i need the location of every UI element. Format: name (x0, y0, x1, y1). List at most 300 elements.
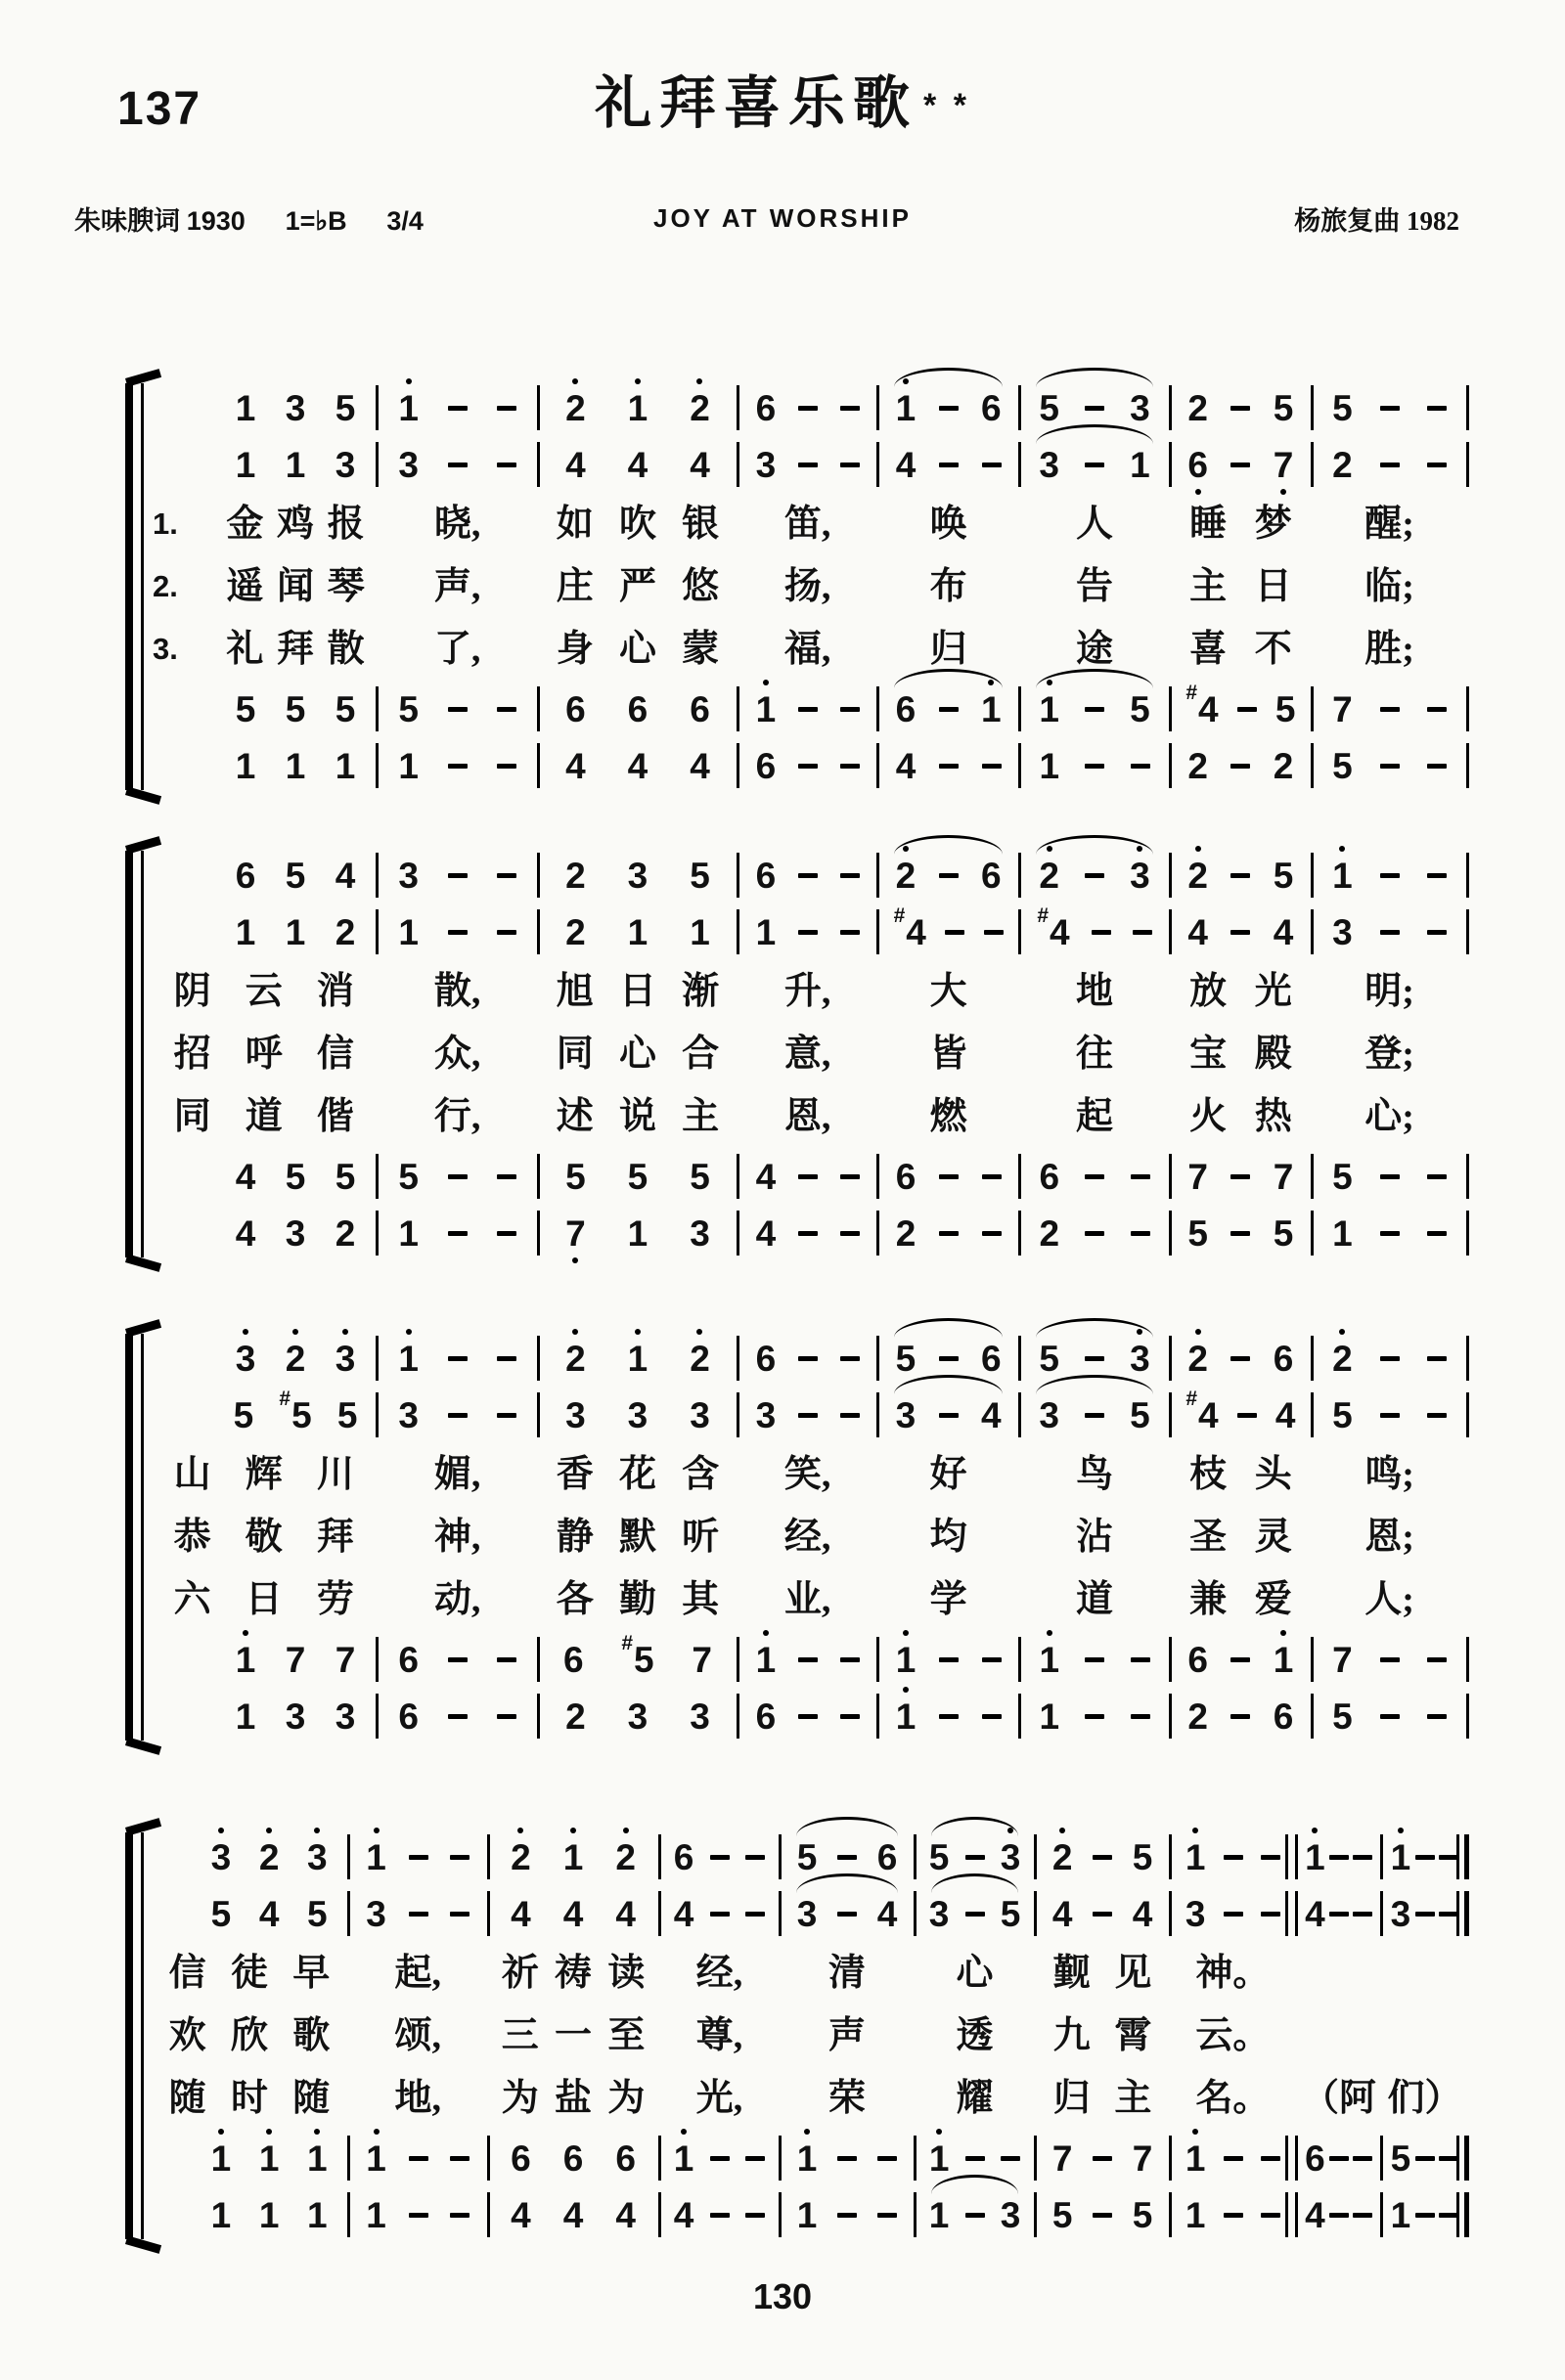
lead-space (151, 1205, 214, 1261)
lyric-syllable: 告 (1076, 566, 1114, 607)
note: 7 (565, 1212, 586, 1254)
dash-note (798, 1356, 818, 1361)
lyric-syllable: 信 (316, 1034, 354, 1075)
measure (1296, 2130, 1381, 2186)
dash-note (1230, 406, 1250, 411)
lyric-syllable: 默 (618, 1517, 656, 1558)
note: 6 (755, 855, 777, 896)
note: 6 (755, 1696, 777, 1737)
dash-note (448, 1231, 468, 1236)
measure (377, 737, 537, 794)
dash-note (1224, 2156, 1243, 2161)
measure (377, 1205, 537, 1261)
dash-note (798, 764, 818, 769)
measure (348, 2067, 488, 2130)
measure (488, 1942, 659, 2005)
measure (1312, 1205, 1467, 1261)
dash-note (1261, 2213, 1280, 2218)
system-bracket (125, 383, 133, 790)
dash-note (1427, 463, 1447, 467)
measure (1170, 2186, 1296, 2243)
dash-note (939, 1657, 959, 1662)
note: 3 (285, 1696, 306, 1737)
lyric-syllable: 一 (555, 2015, 593, 2056)
dash-note (497, 1356, 516, 1361)
measure (1381, 2067, 1467, 2130)
note: 1 (1185, 2138, 1206, 2179)
measure (1312, 1023, 1467, 1085)
score (125, 379, 1467, 2243)
measure (214, 1387, 378, 1443)
note: 3 (690, 1696, 710, 1737)
note: 4 (565, 444, 586, 485)
lyric-syllable: 花 (618, 1454, 656, 1495)
lyric-syllable: 鸡 (277, 504, 315, 545)
lyric-syllable: 为 (501, 2078, 539, 2119)
note: 4 (627, 745, 648, 786)
dash-note (1092, 930, 1111, 935)
note: 2 (690, 387, 710, 428)
note: 1 (307, 2194, 328, 2235)
lyric-syllable: 同 (173, 1096, 211, 1137)
measure (1312, 1443, 1467, 1506)
dash-note (497, 1413, 516, 1418)
note: 2 (895, 1212, 917, 1254)
note: 2 (895, 855, 917, 896)
measure (348, 2130, 488, 2186)
measure (877, 1443, 1019, 1506)
measure (738, 1688, 877, 1744)
dash-note (1224, 1855, 1243, 1860)
sharp-sign: # (1185, 681, 1197, 704)
verse-2 (151, 1023, 1467, 1085)
dash-note (1230, 1657, 1250, 1662)
measure (1312, 847, 1467, 904)
system-bracket (125, 1334, 133, 1741)
note: 7 (692, 1639, 712, 1680)
measure (1035, 1885, 1169, 1942)
note: 4 (1305, 2194, 1325, 2235)
barline-inner (1285, 2136, 1288, 2181)
note: 1 (398, 745, 419, 786)
measure (1170, 1829, 1296, 1885)
dash-note (1427, 1413, 1447, 1418)
alto-line (151, 436, 1467, 493)
verse-2 (151, 1506, 1467, 1568)
note: 2 (335, 911, 356, 952)
dash-note (448, 1356, 468, 1361)
lyric-syllable: 殿 (1254, 1034, 1292, 1075)
note: 1 (627, 1338, 648, 1379)
dash-note (497, 1174, 516, 1179)
note: 6 (1273, 1696, 1294, 1737)
note: 5 (1332, 1156, 1353, 1197)
dash-note (1131, 1714, 1150, 1719)
note: 5 (1039, 387, 1059, 428)
lyric-syllable: 放 (1189, 971, 1228, 1012)
barline-inner (1456, 2192, 1459, 2237)
dash-note (1415, 1855, 1435, 1860)
measure (1170, 1085, 1312, 1148)
note: 6 (755, 387, 777, 428)
lyric-syllable: 日 (618, 971, 656, 1012)
note: 5 (235, 688, 256, 729)
note: 2 (565, 855, 586, 896)
dash-note (409, 2156, 428, 2161)
verse-number: 1. (153, 507, 178, 541)
dash-note (1329, 2156, 1349, 2161)
measure (214, 1688, 378, 1744)
measure (1035, 2130, 1169, 2186)
note: 3 (796, 1893, 818, 1934)
note: 4 (627, 444, 648, 485)
lyric-syllable: 耀 (956, 2078, 994, 2119)
lyric-syllable: 人; (1364, 1579, 1414, 1620)
measure (738, 1506, 877, 1568)
lyric-syllable: 们） (1387, 2078, 1462, 2119)
note: 5 (1274, 688, 1296, 729)
measure (877, 1023, 1019, 1085)
dash-note (448, 707, 468, 712)
lyric-syllable: 光 (1254, 971, 1292, 1012)
dash-note (1085, 873, 1104, 878)
verse-3 (151, 2067, 1467, 2130)
measure (538, 1568, 738, 1631)
dash-note (1439, 1912, 1458, 1917)
dash-note (798, 707, 818, 712)
dash-note (497, 406, 516, 411)
note: 1 (1332, 855, 1353, 896)
measure (1381, 1942, 1467, 2005)
dash-note (1380, 463, 1400, 467)
dash-note (1230, 930, 1250, 935)
note: 2 (511, 1836, 531, 1877)
lyric-syllable: 爱 (1254, 1579, 1292, 1620)
dash-note (1427, 873, 1447, 878)
barline (1466, 1637, 1469, 1682)
note: 1 (796, 2138, 818, 2179)
measure (1381, 1829, 1467, 1885)
lyric-syllable: 身 (556, 629, 594, 670)
measure (1312, 960, 1467, 1023)
dash-note (1131, 1657, 1150, 1662)
dash-note (1085, 1356, 1104, 1361)
dash-note (1380, 1231, 1400, 1236)
lyric-syllable: 恩; (1364, 1517, 1414, 1558)
dash-note (448, 463, 468, 467)
lyrics-year: 1930 (186, 206, 246, 236)
measure (538, 1631, 738, 1688)
note: 2 (1187, 855, 1208, 896)
dash-note (448, 1174, 468, 1179)
note: 5 (627, 1156, 648, 1197)
dash-note (965, 1855, 985, 1860)
music-year: 1982 (1407, 206, 1459, 236)
bass-line (151, 1688, 1467, 1744)
note: 1 (627, 911, 648, 952)
dash-note (1380, 406, 1400, 411)
barline (1466, 1211, 1469, 1256)
measure (1019, 904, 1169, 960)
note: 5 (1132, 2194, 1153, 2235)
dash-note (982, 1174, 1002, 1179)
lyric-syllable: 人 (1076, 504, 1114, 545)
note: 5 (335, 1156, 356, 1197)
measure (1170, 618, 1312, 681)
lyric-syllable: 途 (1076, 629, 1114, 670)
lyric-syllable: 起 (1076, 1096, 1114, 1137)
dash-note (982, 764, 1002, 769)
lead-space (151, 847, 214, 904)
note: 3 (285, 1212, 306, 1254)
note: 3 (335, 1338, 356, 1379)
note: 3 (627, 1394, 648, 1435)
note: 3 (755, 1394, 777, 1435)
note: 5 (1187, 1212, 1208, 1254)
dash-note (1230, 764, 1250, 769)
dash-note (497, 764, 516, 769)
lyric-syllable: 归 (929, 629, 967, 670)
measure (538, 618, 738, 681)
dash-note (798, 1231, 818, 1236)
note: 6 (627, 688, 648, 729)
lyric-syllable: 静 (556, 1517, 594, 1558)
dash-note (1427, 930, 1447, 935)
lyric-syllable: 时 (230, 2078, 268, 2119)
note: 6 (895, 688, 917, 729)
note: 1 (210, 2138, 232, 2179)
note: # 5 (621, 1631, 654, 1680)
dash-note (840, 406, 860, 411)
note: 1 (1185, 2194, 1206, 2235)
note: 1 (755, 911, 777, 952)
lyric-syllable: 光, (695, 2078, 743, 2119)
measure (659, 1829, 781, 1885)
lyric-syllable: 晓, (433, 504, 481, 545)
lyric-syllable: 明; (1364, 971, 1414, 1012)
note: 1 (796, 2194, 818, 2235)
measure (151, 2005, 348, 2067)
dash-note (1380, 1174, 1400, 1179)
dash-note (798, 463, 818, 467)
dash-note (448, 873, 468, 878)
lyric-syllable: 霄 (1114, 2015, 1152, 2056)
note: 6 (755, 745, 777, 786)
verse-number: 3. (153, 632, 178, 666)
dash-note (745, 1912, 765, 1917)
measure (1312, 1506, 1467, 1568)
lyric-syllable: 透 (956, 2015, 994, 2056)
note: 5 (1332, 387, 1353, 428)
measure (538, 681, 738, 737)
lyric-syllable: 劳 (316, 1579, 354, 1620)
dash-note (837, 1912, 857, 1917)
dash-note (840, 1657, 860, 1662)
lyric-syllable: 散 (327, 629, 365, 670)
dash-note (939, 1714, 959, 1719)
lyric-syllable: 闻 (277, 566, 315, 607)
dash-note (939, 406, 959, 411)
measure (1170, 436, 1312, 493)
note: 1 (690, 911, 710, 952)
barline-inner (1285, 2192, 1288, 2237)
dash-note (1131, 1231, 1150, 1236)
measure (1019, 681, 1169, 737)
measure (214, 1631, 378, 1688)
measure (538, 737, 738, 794)
measure (877, 1506, 1019, 1568)
measure (738, 904, 877, 960)
lyric-syllable: 尊, (695, 2015, 743, 2056)
lyric-syllable: 悠 (682, 566, 720, 607)
note: 6 (398, 1639, 419, 1680)
measure (348, 1885, 488, 1942)
measure (538, 1688, 738, 1744)
lyric-syllable: 胜; (1364, 629, 1414, 670)
note: 7 (1132, 2138, 1153, 2179)
note: 7 (1273, 444, 1294, 485)
measure (488, 2067, 659, 2130)
measure (738, 1205, 877, 1261)
note: 1 (1039, 1696, 1060, 1737)
lead-space (151, 2130, 190, 2186)
note: 4 (335, 855, 356, 896)
verse-number: 2. (153, 569, 178, 603)
lyric-syllable: 徒 (230, 1953, 268, 1994)
measure (1170, 1023, 1312, 1085)
measure (151, 1085, 377, 1148)
dash-note (450, 2156, 470, 2161)
dash-note (745, 2156, 765, 2161)
note: 6 (562, 2138, 584, 2179)
lyric-syllable: 唤 (929, 504, 967, 545)
measure (377, 1085, 537, 1148)
note: 5 (285, 855, 306, 896)
verse-3 (151, 1085, 1467, 1148)
note: 2 (565, 387, 586, 428)
dash-note (965, 1912, 985, 1917)
lyric-syllable: 心; (1364, 1096, 1414, 1137)
measure (738, 1023, 877, 1085)
sharp-sign: # (893, 904, 906, 927)
lead-space (151, 436, 214, 493)
measure (190, 2130, 348, 2186)
measure (1312, 681, 1467, 737)
note: 5 (895, 1338, 917, 1379)
lyric-syllable: 川 (316, 1454, 354, 1495)
lyric-syllable: 皆 (929, 1034, 967, 1075)
measure (214, 737, 378, 794)
measure (1170, 847, 1312, 904)
note: 6 (690, 688, 710, 729)
measure (377, 1506, 537, 1568)
note: 1 (928, 2138, 950, 2179)
measure (1312, 493, 1467, 555)
dash-note (1353, 1912, 1372, 1917)
dash-note (798, 1714, 818, 1719)
note: 6 (980, 1338, 1002, 1379)
note: 3 (366, 1893, 386, 1934)
note: 1 (235, 911, 256, 952)
measure (877, 1631, 1019, 1688)
measure (1381, 2186, 1467, 2243)
lyric-syllable: 鸣; (1364, 1454, 1414, 1495)
dash-note (710, 1855, 730, 1860)
dash-note (710, 2213, 730, 2218)
measure (1296, 1829, 1381, 1885)
system-1 (125, 379, 1467, 794)
note: 2 (690, 1338, 710, 1379)
dash-note (1230, 1714, 1250, 1719)
system-start-barline (141, 1334, 144, 1741)
lyric-syllable: 云。 (1195, 2015, 1271, 2056)
barline (1466, 1694, 1469, 1739)
measure (659, 2005, 781, 2067)
dash-note (1093, 2156, 1112, 2161)
lyric-syllable: 辉 (245, 1454, 283, 1495)
lyric-syllable: 鸟 (1076, 1454, 1114, 1495)
dash-note (840, 1714, 860, 1719)
measure (915, 1942, 1036, 2005)
note: 1 (307, 2138, 328, 2179)
note: 2 (1187, 1696, 1208, 1737)
note: 5 (398, 1156, 419, 1197)
measure (538, 493, 738, 555)
note: 1 (1332, 1212, 1353, 1254)
dash-note (945, 930, 964, 935)
measure (1019, 1023, 1169, 1085)
system-4 (125, 1829, 1467, 2243)
measure (538, 555, 738, 618)
measure (214, 904, 378, 960)
measure (738, 681, 877, 737)
lyric-syllable: 心 (956, 1953, 994, 1994)
lead-space (151, 2186, 190, 2243)
note: 2 (1187, 745, 1208, 786)
note: 5 (690, 1156, 710, 1197)
note: 3 (1000, 1836, 1021, 1877)
measure (1170, 1631, 1312, 1688)
lyric-syllable: 觐 (1052, 1953, 1091, 1994)
note: 5 (336, 1394, 358, 1435)
lyric-syllable: 礼 (226, 629, 264, 670)
dash-note (1427, 707, 1447, 712)
composer-name: 杨旅复曲 (1294, 206, 1401, 236)
note: 1 (755, 1639, 777, 1680)
note: 5 (398, 688, 419, 729)
dash-note (1237, 1413, 1257, 1418)
note: 1 (895, 1639, 917, 1680)
dash-note (840, 1413, 860, 1418)
measure (377, 618, 537, 681)
lyric-syllable: 福, (783, 629, 831, 670)
lyric-syllable: 呼 (245, 1034, 283, 1075)
note: 3 (1000, 2194, 1021, 2235)
measure (214, 681, 378, 737)
dash-note (837, 1855, 857, 1860)
dash-note (1380, 707, 1400, 712)
lyric-syllable: 登; (1364, 1034, 1414, 1075)
lyric-syllable: 声 (827, 2015, 866, 2056)
lyric-syllable: 笛, (783, 504, 831, 545)
lyric-syllable: 众, (433, 1034, 481, 1075)
dash-note (984, 930, 1004, 935)
measure (151, 960, 377, 1023)
measure (151, 1023, 377, 1085)
alto-line (151, 1387, 1467, 1443)
measure (1019, 737, 1169, 794)
measure (1035, 2067, 1169, 2130)
